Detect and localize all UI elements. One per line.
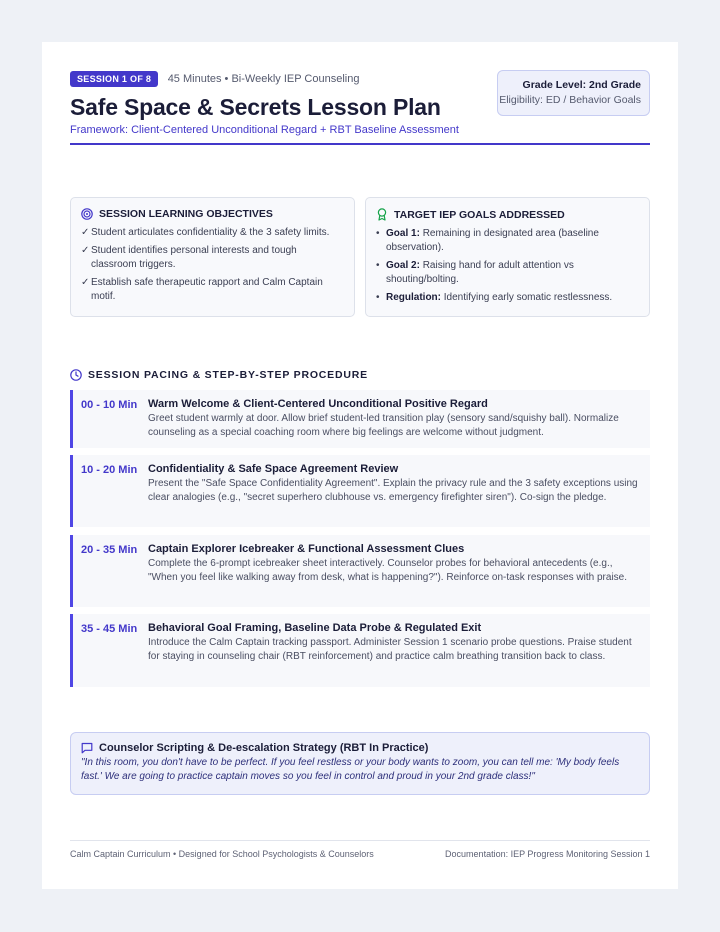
step-title: Behavioral Goal Framing, Baseline Data Probe & Regulated Exit (148, 622, 482, 634)
clock-icon (70, 369, 82, 381)
procedure-step (70, 614, 650, 687)
objectives-card (70, 197, 355, 317)
footer-documentation: Documentation: IEP Progress Monitoring Session 1 (445, 849, 650, 859)
objective-text: Student articulates confidentiality & the 3 safety limits. (91, 227, 330, 238)
procedure-step (70, 390, 650, 448)
objective-text: Student identifies personal interests and tough classroom triggers. (91, 245, 297, 270)
goals-title: TARGET IEP GOALS ADDRESSED (394, 208, 565, 221)
objectives-title: SESSION LEARNING OBJECTIVES (99, 208, 273, 220)
goal-label: Goal 1: (386, 228, 420, 239)
lesson-plan-page (42, 42, 678, 889)
script-title: Counselor Scripting & De-escalation Strategy (RBT In Practice) (99, 742, 429, 754)
framework-subtitle: Framework: Client-Centered Unconditional Regard + RBT Baseline Assessment (70, 124, 459, 136)
procedure-heading (70, 369, 368, 381)
procedure-step (70, 455, 650, 527)
list-item: • Goal 2: Raising hand for adult attention vs shouting/bolting. (376, 260, 574, 285)
page-title: Safe Space & Secrets Lesson Plan (70, 94, 441, 120)
step-title: Warm Welcome & Client-Centered Unconditional Positive Regard (148, 398, 488, 410)
chat-icon (81, 742, 93, 754)
step-description: Greet student warmly at door. Allow brief student-led transition play (sensory sand/squishy ball). Normalize counseling as a special coaching room where big feelings are welcome without judgment. (148, 413, 619, 438)
counselor-script-box (70, 732, 650, 795)
step-title: Captain Explorer Icebreaker & Functional Assessment Clues (148, 543, 465, 555)
goals-heading (376, 208, 639, 221)
goal-label: Goal 2: (386, 260, 420, 271)
step-time: 20 - 35 Min (81, 544, 138, 556)
goal-text: Identifying early somatic restlessness. (443, 292, 613, 303)
step-time: 00 - 10 Min (81, 399, 138, 411)
script-heading (81, 742, 639, 754)
step-title: Confidentiality & Safe Space Agreement Review (148, 463, 399, 475)
procedure-step (70, 535, 650, 607)
goal-text: Raising hand for adult attention vs shouting/bolting. (386, 260, 574, 285)
procedure-title: SESSION PACING & STEP-BY-STEP PROCEDURE (88, 369, 368, 381)
step-time: 10 - 20 Min (81, 464, 138, 476)
objectives-heading (81, 208, 344, 220)
list-item: ✓ Student identifies personal interests and tough classroom triggers. (81, 245, 297, 270)
header-divider (70, 143, 650, 145)
grade-level-box (497, 70, 650, 116)
session-badge: SESSION 1 OF 8 (70, 71, 158, 87)
goal-label: Regulation: (386, 292, 441, 303)
objectives-list (81, 226, 344, 304)
grade-level: Grade Level: 2nd Grade (522, 79, 641, 91)
script-quote: "In this room, you don't have to be perfect. If you feel restless or your body wants to zoom, you can tell me: 'My body feels fast.' We are going to practice captain moves so you feel in control and proud in your 2nd grade class!" (81, 757, 620, 782)
step-description: Introduce the Calm Captain tracking passport. Administer Session 1 scenario probe questions. Praise student for staying in counseling chair (RBT reinforcement) and practice calm breathing transition back to class. (148, 637, 632, 662)
step-description: Present the "Safe Space Confidentiality Agreement". Explain the privacy rule and the 3 safety exceptions using clear analogies (e.g., "secret superhero clubhouse vs. emergency firefighter siren"). Co-sign the pledge. (148, 478, 638, 503)
goal-text: Remaining in designated area (baseline observation). (386, 228, 599, 253)
list-item: ✓ Student articulates confidentiality & the 3 safety limits. (81, 227, 330, 238)
footer-curriculum: Calm Captain Curriculum • Designed for School Psychologists & Counselors (70, 849, 374, 859)
step-time: 35 - 45 Min (81, 623, 138, 635)
footer-divider (70, 840, 650, 841)
target-icon (81, 208, 93, 220)
goals-list (376, 227, 639, 305)
iep-goals-card (365, 197, 650, 317)
list-item: • Goal 1: Remaining in designated area (baseline observation). (376, 228, 599, 253)
step-description: Complete the 6-prompt icebreaker sheet interactively. Counselor probes for behavioral antecedents (e.g., "When you feel like walking away from desk, what is happening?"). Reinforce on-task responses with praise. (148, 558, 627, 583)
eligibility: Eligibility: ED / Behavior Goals (499, 94, 641, 106)
session-meta: 45 Minutes • Bi-Weekly IEP Counseling (167, 72, 360, 85)
list-item: • Regulation: Identifying early somatic restlessness. (376, 292, 613, 303)
objective-text: Establish safe therapeutic rapport and Calm Captain motif. (91, 277, 323, 302)
award-icon (376, 208, 388, 221)
list-item: ✓ Establish safe therapeutic rapport and Calm Captain motif. (81, 277, 323, 302)
